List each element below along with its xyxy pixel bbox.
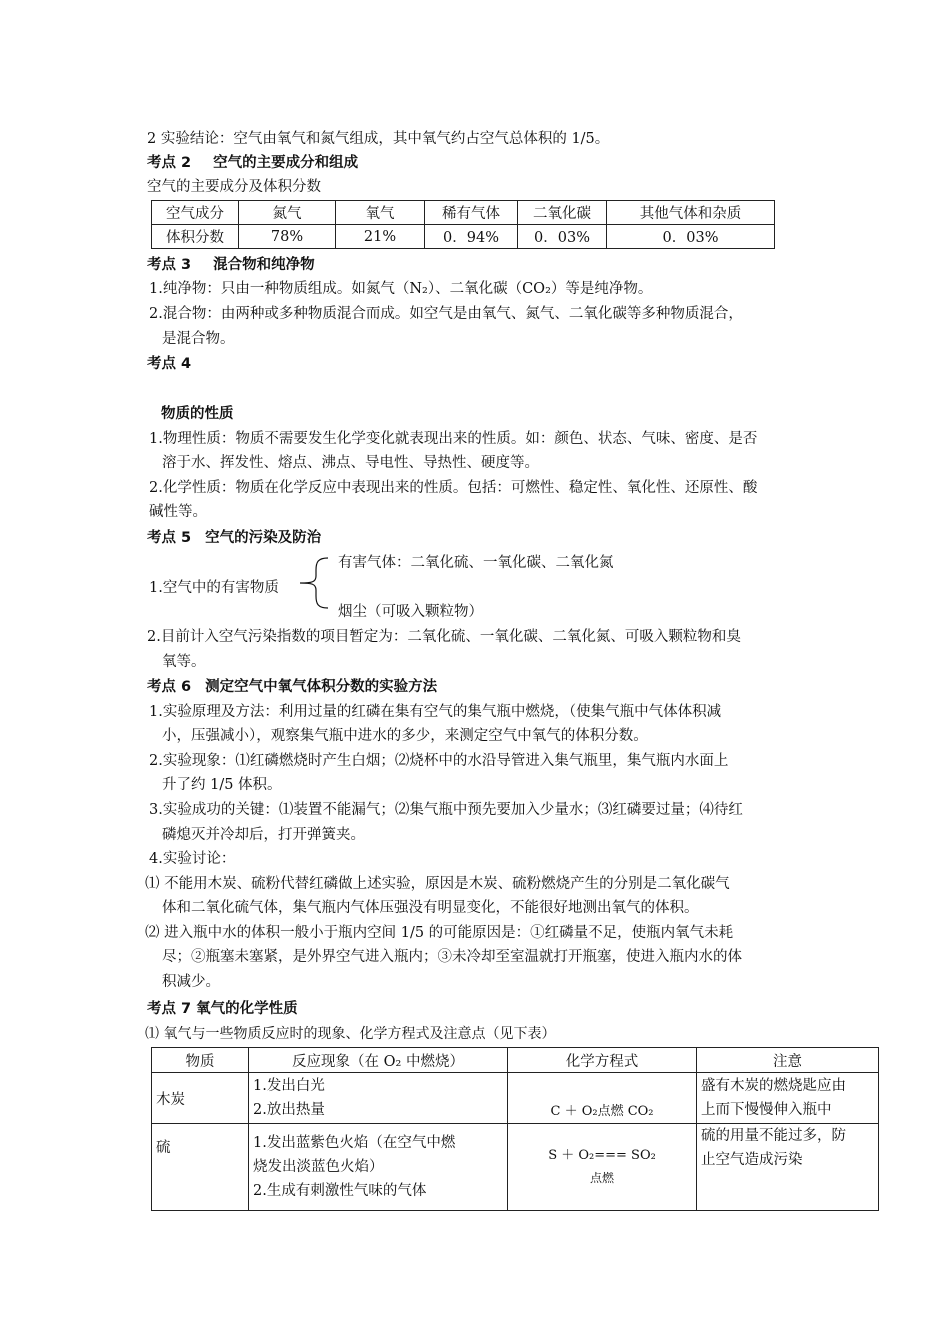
section-7-heading: 考点 7 氧气的化学性质 — [147, 1001, 298, 1017]
section-7-subtitle: ⑴ 氧气与一些物质反应时的现象、化学方程式及注意点（见下表） — [145, 1026, 556, 1042]
table-cell: 物质 — [152, 1048, 249, 1073]
equation-cell — [508, 1073, 697, 1124]
discussion-label: 4.实验讨论： — [149, 851, 236, 867]
table-cell: 0．03% — [607, 225, 775, 249]
chemical-property-line-cont: 碱性等。 — [149, 504, 207, 520]
phenomenon-item: 烧发出淡蓝色火焰） — [253, 1159, 384, 1175]
phenomenon-line: 2.实验现象：⑴红磷燃烧时产生白烟；⑵烧杯中的水沿导管进入集气瓶里，集气瓶内水面上 — [149, 753, 729, 769]
physical-property-line: 1.物理性质：物质不需要发生化学变化就表现出来的性质。如：颜色、状态、气味、密度、是否 — [149, 431, 758, 447]
phenomenon-cell — [249, 1124, 508, 1211]
equation-text: S ＋ O₂=== SO₂ — [548, 1148, 656, 1163]
mixture-line: 2.混合物：由两种或多种物质混合而成。如空气是由氧气、氮气、二氧化碳等多种物质混合， — [149, 306, 743, 322]
equation-cell — [508, 1124, 697, 1211]
discussion-2-line-cont: 尽；②瓶塞未塞紧，是外界空气进入瓶内；③未冷却至室温就打开瓶塞，使进入瓶内水的体 — [162, 949, 742, 965]
table-cell: 稀有气体 — [425, 201, 518, 225]
harmful-gas-line: 有害气体：二氧化硫、一氧化碳、二氧化氮 — [338, 555, 614, 571]
table-cell: 78% — [239, 225, 336, 249]
principle-line: 1.实验原理及方法：利用过量的红磷在集有空气的集气瓶中燃烧，（使集气瓶中气体体积减 — [149, 704, 722, 720]
brace-icon — [296, 556, 330, 610]
phenomenon-item: 2.放出热量 — [253, 1102, 325, 1118]
discussion-1-line: ⑴ 不能用木炭、硫粉代替红磷做上述实验，原因是木炭、硫粉燃烧产生的分别是二氧化碳气 — [145, 876, 730, 892]
pollution-index-line: 2.目前计入空气污染指数的项目暂定为：二氧化硫、一氧化碳、二氧化氮、可吸入颗粒物和臭 — [147, 629, 741, 645]
key-to-success-line: 3.实验成功的关键：⑴装置不能漏气；⑵集气瓶中预先要加入少量水；⑶红磷要过量；⑷待红 — [149, 802, 743, 818]
table-row — [152, 201, 775, 225]
mixture-line-cont: 是混合物。 — [162, 331, 235, 347]
section-4-title: 物质的性质 — [161, 406, 234, 422]
note-cell — [697, 1073, 879, 1124]
discussion-2-line: ⑵ 进入瓶中水的体积一般小于瓶内空间 1/5 的可能原因是：①红磷量不足，使瓶内氧气未耗 — [145, 925, 734, 941]
note-line: 上而下慢慢伸入瓶中 — [701, 1102, 832, 1118]
key-to-success-line-cont: 磷熄灭并冷却后，打开弹簧夹。 — [162, 827, 365, 843]
phenomenon-item: 1.发出蓝紫色火焰（在空气中燃 — [253, 1135, 456, 1151]
section-6-heading: 考点 6 测定空气中氧气体积分数的实验方法 — [147, 679, 438, 695]
table-row — [152, 1124, 879, 1211]
phenomenon-line-cont: 升了约 1/5 体积。 — [162, 777, 282, 793]
dust-line: 烟尘（可吸入颗粒物） — [338, 604, 483, 620]
conclusion-line: 2 实验结论：空气由氧气和氮气组成，其中氧气约占空气总体积的 1/5。 — [147, 131, 610, 147]
table-cell: 体积分数 — [152, 225, 239, 249]
oxygen-reaction-table — [151, 1047, 879, 1211]
phenomenon-item: 2.生成有刺激性气味的气体 — [253, 1183, 427, 1199]
pollution-index-line-cont: 氧等。 — [162, 654, 206, 670]
table-cell: 注意 — [697, 1048, 879, 1073]
physical-property-line-cont: 溶于水、挥发性、熔点、沸点、导电性、导热性、硬度等。 — [162, 455, 539, 471]
table-cell: 化学方程式 — [508, 1048, 697, 1073]
discussion-2-line-cont2: 积减少。 — [162, 974, 220, 990]
phenomenon-cell — [249, 1073, 508, 1124]
chemical-property-line: 2.化学性质：物质在化学反应中表现出来的性质。包括：可燃性、稳定性、氧化性、还原性、酸 — [149, 480, 758, 496]
reaction-condition: 点燃 — [589, 1171, 614, 1185]
harmful-substances-label: 1.空气中的有害物质 — [149, 580, 279, 596]
table-cell: 21% — [336, 225, 425, 249]
section-2-heading: 考点 2 空气的主要成分和组成 — [147, 155, 359, 171]
table-cell: 氮气 — [239, 201, 336, 225]
equation-text: C ＋ O₂点燃 CO₂ — [550, 1104, 654, 1119]
table-row — [152, 1048, 879, 1073]
substance-cell: 木炭 — [152, 1073, 249, 1124]
table-cell: 空气成分 — [152, 201, 239, 225]
table-row — [152, 1073, 879, 1124]
note-line: 硫的用量不能过多，防 — [701, 1128, 846, 1144]
air-composition-table — [151, 200, 775, 249]
note-line: 盛有木炭的燃烧匙应由 — [701, 1078, 846, 1094]
note-cell — [697, 1124, 879, 1211]
note-line: 止空气造成污染 — [701, 1152, 803, 1168]
section-5-heading: 考点 5 空气的污染及防治 — [147, 530, 322, 546]
phenomenon-item: 1.发出白光 — [253, 1078, 325, 1094]
table-cell: 0．03% — [518, 225, 607, 249]
substance-cell: 硫 — [152, 1124, 249, 1211]
table-row — [152, 225, 775, 249]
table-cell: 其他气体和杂质 — [607, 201, 775, 225]
table-cell: 氧气 — [336, 201, 425, 225]
principle-line-cont: 小，压强减小），观察集气瓶中进水的多少，来测定空气中氧气的体积分数。 — [162, 728, 648, 744]
table-cell: 0．94% — [425, 225, 518, 249]
discussion-1-line-cont: 体和二氧化硫气体，集气瓶内气体压强没有明显变化，不能很好地测出氧气的体积。 — [162, 900, 699, 916]
section-4-number: 考点 4 — [147, 356, 192, 372]
table-cell: 二氧化碳 — [518, 201, 607, 225]
table-cell: 反应现象（在 O₂ 中燃烧） — [249, 1048, 508, 1073]
pure-substance-line: 1.纯净物：只由一种物质组成。如氮气（N₂）、二氧化碳（CO₂）等是纯净物。 — [149, 281, 653, 297]
section-3-heading: 考点 3 混合物和纯净物 — [147, 257, 315, 273]
section-2-subtitle: 空气的主要成分及体积分数 — [147, 179, 321, 195]
